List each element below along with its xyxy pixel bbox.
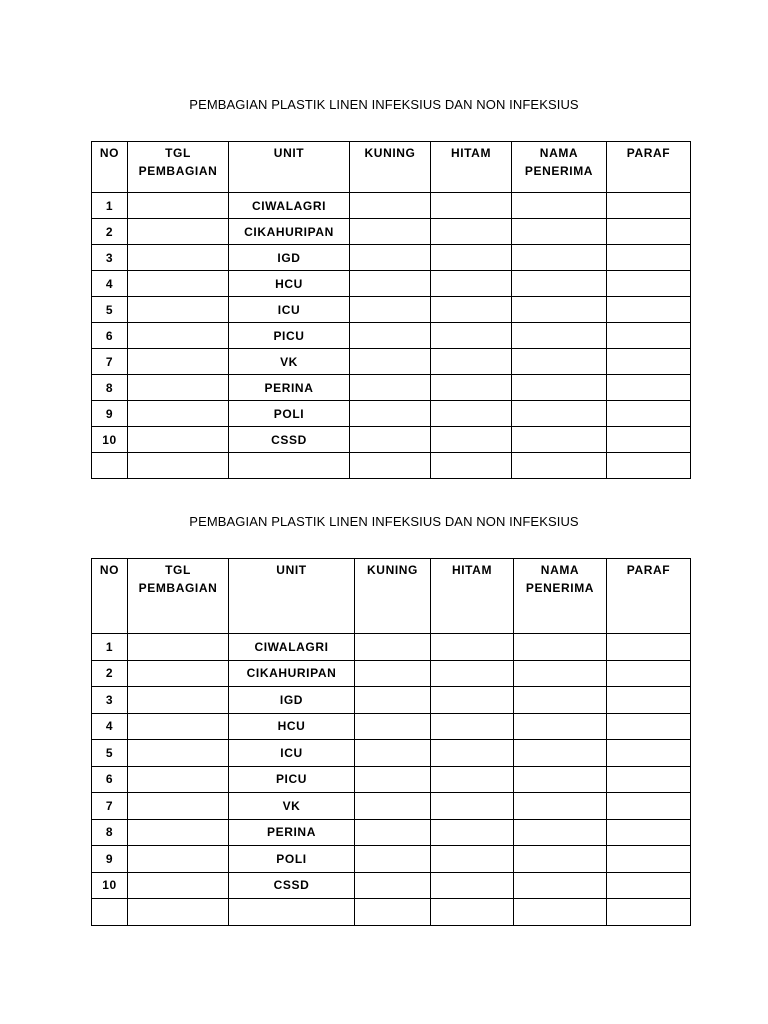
cell-kuning (355, 713, 431, 740)
cell-paraf (607, 401, 691, 427)
cell-nama-penerima (514, 687, 607, 714)
cell-unit: ICU (229, 297, 350, 323)
cell-tgl-pembagian (128, 846, 229, 873)
cell-unit: POLI (229, 846, 355, 873)
table-row (92, 713, 691, 740)
cell-paraf (607, 297, 691, 323)
cell-hitam (431, 740, 514, 767)
cell-tgl-pembagian (128, 872, 229, 899)
cell-kuning (355, 634, 431, 661)
cell-no: 6 (92, 323, 128, 349)
cell-tgl-pembagian (128, 660, 229, 687)
table-row (92, 453, 691, 479)
cell-unit: VK (229, 349, 350, 375)
cell-paraf (607, 660, 691, 687)
cell-kuning (355, 766, 431, 793)
cell-nama-penerima (514, 846, 607, 873)
form-title-2: PEMBAGIAN PLASTIK LINEN INFEKSIUS DAN NON INFEKSIUS (189, 514, 579, 529)
cell-paraf (607, 740, 691, 767)
table-row (92, 766, 691, 793)
cell-paraf (607, 323, 691, 349)
cell-hitam (431, 271, 512, 297)
table-row (92, 819, 691, 846)
col-nama-header-line2: PENERIMA (525, 581, 595, 595)
cell-unit: POLI (229, 401, 350, 427)
cell-paraf (607, 899, 691, 926)
cell-nama-penerima (512, 427, 607, 453)
table-row (92, 634, 691, 661)
cell-no: 1 (92, 634, 128, 661)
cell-hitam (431, 634, 514, 661)
cell-unit: IGD (229, 245, 350, 271)
cell-kuning (350, 297, 431, 323)
cell-kuning (350, 193, 431, 219)
table-row (92, 793, 691, 820)
cell-kuning (355, 687, 431, 714)
cell-nama-penerima (514, 713, 607, 740)
cell-unit: HCU (229, 713, 355, 740)
cell-paraf (607, 427, 691, 453)
table-row (92, 375, 691, 401)
table-body (92, 634, 691, 926)
cell-unit: PICU (229, 323, 350, 349)
cell-kuning (355, 819, 431, 846)
cell-no: 9 (92, 846, 128, 873)
cell-no: 7 (92, 349, 128, 375)
col-hitam-header: HITAM (431, 142, 512, 193)
col-paraf-header: PARAF (607, 142, 691, 193)
cell-paraf (607, 453, 691, 479)
table-body (92, 193, 691, 479)
cell-unit: CSSD (229, 427, 350, 453)
table-row (92, 219, 691, 245)
cell-tgl-pembagian (128, 713, 229, 740)
cell-hitam (431, 375, 512, 401)
cell-unit: IGD (229, 687, 355, 714)
cell-tgl-pembagian (128, 687, 229, 714)
table-row (92, 899, 691, 926)
cell-hitam (431, 899, 514, 926)
cell-nama-penerima (512, 297, 607, 323)
cell-paraf (607, 193, 691, 219)
cell-no: 9 (92, 401, 128, 427)
cell-tgl-pembagian (128, 401, 229, 427)
table-header-row (92, 142, 691, 193)
cell-no: 2 (92, 219, 128, 245)
cell-nama-penerima (514, 634, 607, 661)
cell-unit: CSSD (229, 872, 355, 899)
cell-no: 3 (92, 687, 128, 714)
cell-paraf (607, 245, 691, 271)
col-nama-header-line1: NAMA (540, 563, 580, 577)
cell-tgl-pembagian (128, 793, 229, 820)
distribution-table-2 (91, 558, 691, 926)
cell-nama-penerima (514, 660, 607, 687)
col-tgl-header-line2: PEMBAGIAN (138, 581, 218, 595)
cell-kuning (350, 401, 431, 427)
cell-no: 4 (92, 713, 128, 740)
cell-no: 3 (92, 245, 128, 271)
col-kuning-header: KUNING (350, 142, 431, 193)
cell-kuning (350, 427, 431, 453)
cell-nama-penerima (514, 793, 607, 820)
cell-tgl-pembagian (128, 427, 229, 453)
cell-no: 4 (92, 271, 128, 297)
cell-nama-penerima (512, 271, 607, 297)
distribution-table-1 (91, 141, 691, 479)
table-row (92, 427, 691, 453)
cell-paraf (607, 846, 691, 873)
cell-no: 10 (92, 872, 128, 899)
col-unit-header: UNIT (229, 142, 350, 193)
cell-hitam (431, 349, 512, 375)
col-tgl-header-line1: TGL (165, 146, 191, 160)
cell-tgl-pembagian (128, 349, 229, 375)
cell-nama-penerima (512, 349, 607, 375)
cell-unit (229, 453, 350, 479)
cell-unit: CIKAHURIPAN (229, 660, 355, 687)
table-row (92, 323, 691, 349)
table-row (92, 846, 691, 873)
cell-tgl-pembagian (128, 271, 229, 297)
table-row (92, 245, 691, 271)
col-paraf-header: PARAF (607, 559, 691, 634)
cell-unit: CIWALAGRI (229, 193, 350, 219)
cell-tgl-pembagian (128, 193, 229, 219)
cell-kuning (355, 899, 431, 926)
cell-kuning (350, 323, 431, 349)
cell-paraf (607, 634, 691, 661)
cell-no: 2 (92, 660, 128, 687)
table-row (92, 872, 691, 899)
cell-hitam (431, 245, 512, 271)
cell-hitam (431, 427, 512, 453)
cell-hitam (431, 793, 514, 820)
cell-hitam (431, 219, 512, 245)
cell-unit: PERINA (229, 375, 350, 401)
cell-nama-penerima (512, 453, 607, 479)
cell-no: 1 (92, 193, 128, 219)
cell-nama-penerima (514, 740, 607, 767)
cell-no (92, 899, 128, 926)
cell-paraf (607, 349, 691, 375)
cell-paraf (607, 793, 691, 820)
cell-kuning (355, 793, 431, 820)
cell-kuning (355, 846, 431, 873)
col-nama-header-line2: PENERIMA (524, 164, 594, 178)
cell-kuning (350, 453, 431, 479)
cell-tgl-pembagian (128, 819, 229, 846)
table-row (92, 401, 691, 427)
cell-nama-penerima (514, 766, 607, 793)
cell-hitam (431, 453, 512, 479)
cell-unit: PICU (229, 766, 355, 793)
col-no-header: NO (92, 559, 128, 634)
cell-unit: ICU (229, 740, 355, 767)
cell-tgl-pembagian (128, 219, 229, 245)
cell-hitam (431, 713, 514, 740)
col-tgl-header (128, 142, 229, 193)
cell-no: 7 (92, 793, 128, 820)
table-header-row (92, 559, 691, 634)
cell-hitam (431, 323, 512, 349)
cell-kuning (350, 219, 431, 245)
cell-hitam (431, 687, 514, 714)
cell-kuning (355, 740, 431, 767)
cell-kuning (350, 271, 431, 297)
cell-unit: VK (229, 793, 355, 820)
cell-hitam (431, 872, 514, 899)
cell-paraf (607, 819, 691, 846)
cell-nama-penerima (514, 872, 607, 899)
table-row (92, 349, 691, 375)
table-row (92, 297, 691, 323)
col-tgl-header-line1: TGL (165, 563, 191, 577)
cell-kuning (355, 872, 431, 899)
cell-tgl-pembagian (128, 634, 229, 661)
cell-no (92, 453, 128, 479)
cell-nama-penerima (512, 323, 607, 349)
cell-unit: CIWALAGRI (229, 634, 355, 661)
cell-kuning (355, 660, 431, 687)
cell-nama-penerima (512, 401, 607, 427)
cell-kuning (350, 349, 431, 375)
form-title-1: PEMBAGIAN PLASTIK LINEN INFEKSIUS DAN NON INFEKSIUS (189, 97, 579, 112)
cell-tgl-pembagian (128, 245, 229, 271)
table-row (92, 740, 691, 767)
cell-paraf (607, 713, 691, 740)
cell-tgl-pembagian (128, 375, 229, 401)
table-row (92, 687, 691, 714)
cell-nama-penerima (512, 375, 607, 401)
cell-no: 8 (92, 819, 128, 846)
cell-nama-penerima (512, 219, 607, 245)
cell-kuning (350, 245, 431, 271)
table-row (92, 660, 691, 687)
cell-unit: HCU (229, 271, 350, 297)
cell-no: 10 (92, 427, 128, 453)
table-row (92, 271, 691, 297)
col-nama-header-line1: NAMA (539, 146, 579, 160)
col-kuning-header: KUNING (355, 559, 431, 634)
cell-unit: CIKAHURIPAN (229, 219, 350, 245)
cell-unit (229, 899, 355, 926)
cell-nama-penerima (514, 819, 607, 846)
cell-hitam (431, 766, 514, 793)
cell-paraf (607, 271, 691, 297)
cell-nama-penerima (512, 245, 607, 271)
cell-hitam (431, 193, 512, 219)
col-tgl-header (128, 559, 229, 634)
col-unit-header: UNIT (229, 559, 355, 634)
col-tgl-header-line2: PEMBAGIAN (138, 164, 218, 178)
table-row (92, 193, 691, 219)
cell-no: 5 (92, 297, 128, 323)
cell-paraf (607, 766, 691, 793)
cell-tgl-pembagian (128, 297, 229, 323)
cell-hitam (431, 660, 514, 687)
cell-nama-penerima (512, 193, 607, 219)
cell-hitam (431, 297, 512, 323)
cell-nama-penerima (514, 899, 607, 926)
cell-no: 8 (92, 375, 128, 401)
cell-hitam (431, 401, 512, 427)
cell-hitam (431, 846, 514, 873)
cell-tgl-pembagian (128, 899, 229, 926)
cell-kuning (350, 375, 431, 401)
cell-paraf (607, 219, 691, 245)
cell-hitam (431, 819, 514, 846)
cell-tgl-pembagian (128, 766, 229, 793)
cell-no: 5 (92, 740, 128, 767)
cell-tgl-pembagian (128, 740, 229, 767)
cell-unit: PERINA (229, 819, 355, 846)
cell-paraf (607, 687, 691, 714)
cell-no: 6 (92, 766, 128, 793)
cell-paraf (607, 375, 691, 401)
col-no-header: NO (92, 142, 128, 193)
col-nama-header (512, 142, 607, 193)
cell-tgl-pembagian (128, 453, 229, 479)
col-hitam-header: HITAM (431, 559, 514, 634)
cell-tgl-pembagian (128, 323, 229, 349)
col-nama-header (514, 559, 607, 634)
cell-paraf (607, 872, 691, 899)
